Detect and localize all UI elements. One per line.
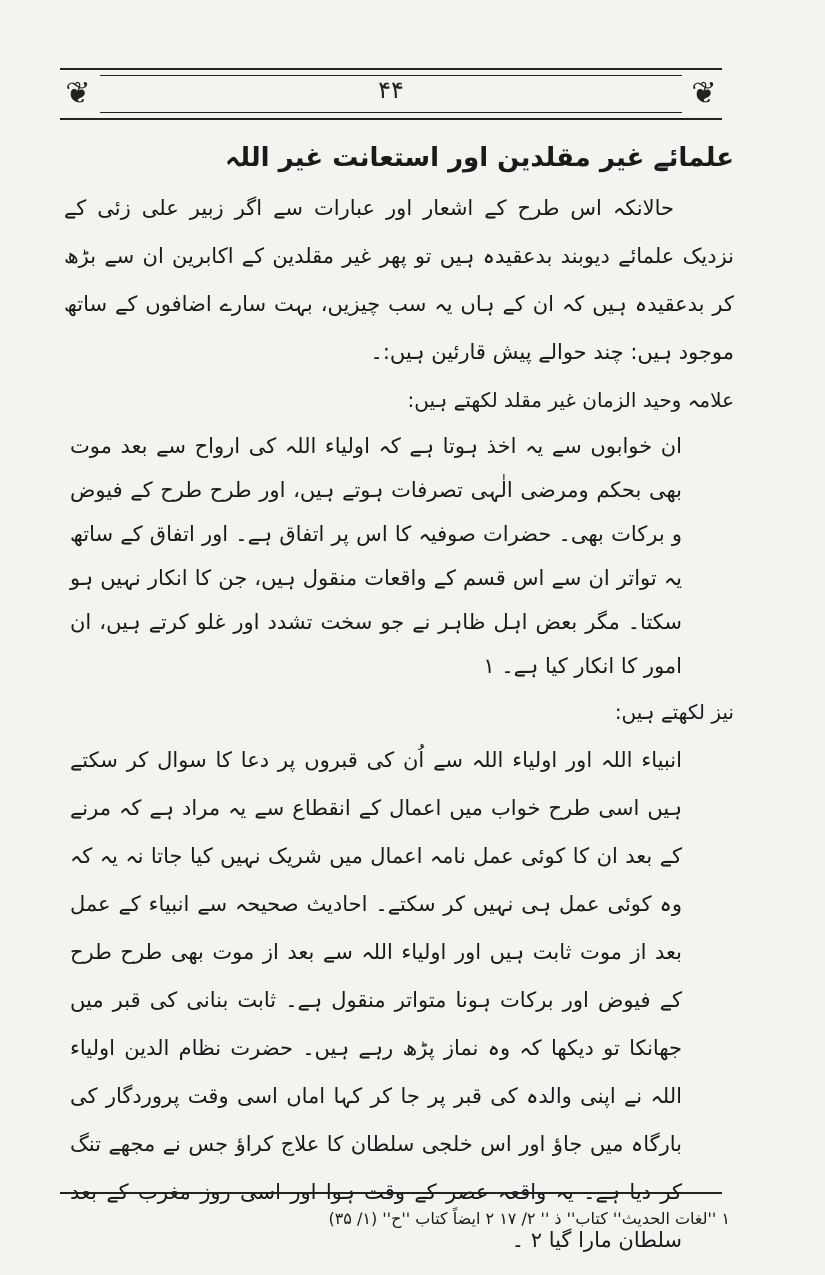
floral-ornament-icon: ❦ (56, 70, 100, 118)
quote2-text: انبیاء اللہ اور اولیاء اللہ سے اُن کی قبروں پر دعا کا سوال کر سکتے ہیں اسی طرح خواب میں اعمال کے انقطاع سے یہ مراد ہے کہ مرنے کے بعد ان کا کوئی عمل نامہ اعمال میں شریک نہیں کیا جاتا نہ یہ کہ وہ کوئی عمل ہی نہیں کر سکتے۔ احادیث صحیحہ سے انبیاء کے عمل بعد از موت ثابت ہیں اور اولیاء اللہ سے بعد از موت بھی طرح طرح کے فیوض اور برکات ہونا متواتر منقول ہے۔ ثابت بنانی کی قبر میں جھانکا تو دیکھا کہ وہ نماز پڑھ رہے ہیں۔ حضرت نظام الدین اولیاء اللہ نے اپنی والدہ کی قبر پر جا کر کہا اماں اسی وقت پروردگار کی بارگاہ میں جاؤ اور اس خلجی سلطان کا علاج کراؤ جس نے مجھے تنگ کر دیا ہے۔ یہ واقعہ عصر کے وقت ہوا اور اسی روز مغرب کے بعد سلطان مارا گیا ۲ ۔ (70, 748, 682, 1252)
floral-ornament-icon: ❦ (682, 70, 726, 118)
page-header (60, 68, 722, 120)
page-number: ۴۴ (378, 76, 404, 104)
intro-paragraph: حالانکہ اس طرح کے اشعار اور عبارات سے اگر زبیر علی زئی کے نزدیک علمائے دیوبند بدعقیدہ ہیں تو پھر غیر مقلدین کے اکابرین ان سے بڑھ کر بدعقیدہ ہیں کہ ان کے ہاں یہ سب چیزیں، بہت سارے اضافوں کے ساتھ موجود ہیں: چند حوالے پیش قارئین ہیں:۔ (64, 196, 734, 364)
footnote-divider (60, 1192, 722, 1194)
header-rule-bottom (60, 112, 722, 113)
quote1-text: ان خوابوں سے یہ اخذ ہوتا ہے کہ اولیاء اللہ کی ارواح سے بعد موت بھی بحکم ومرضی الٰہی تصرفات ہوتے ہیں، اور طرح طرح کے فیوض و برکات بھی۔ حضرات صوفیہ کا اس پر اتفاق ہے۔ اور اتفاق کے ساتھ یہ تواتر ان سے اس قسم کے واقعات منقول ہیں، جن کا انکار نہیں ہو سکتا۔ مگر بعض اہل ظاہر نے جو سخت تشدد اور غلو کرتے ہیں، ان امور کا انکار کیا ہے۔ ۱ (70, 434, 682, 678)
quote1-label: علامہ وحید الزمان غیر مقلد لکھتے ہیں: (407, 388, 734, 412)
section-heading: علمائے غیر مقلدین اور استعانت غیر اللہ (225, 143, 734, 173)
page-body (64, 136, 734, 1264)
footnote: ۱ ''لغات الحدیث'' کتاب'' ذ '' ۲/ ۱۷ ۲ ایضاً کتاب ''ح'' (۱/ ۳۵) (328, 1209, 730, 1228)
quote2-label: نیز لکھتے ہیں: (614, 700, 734, 724)
